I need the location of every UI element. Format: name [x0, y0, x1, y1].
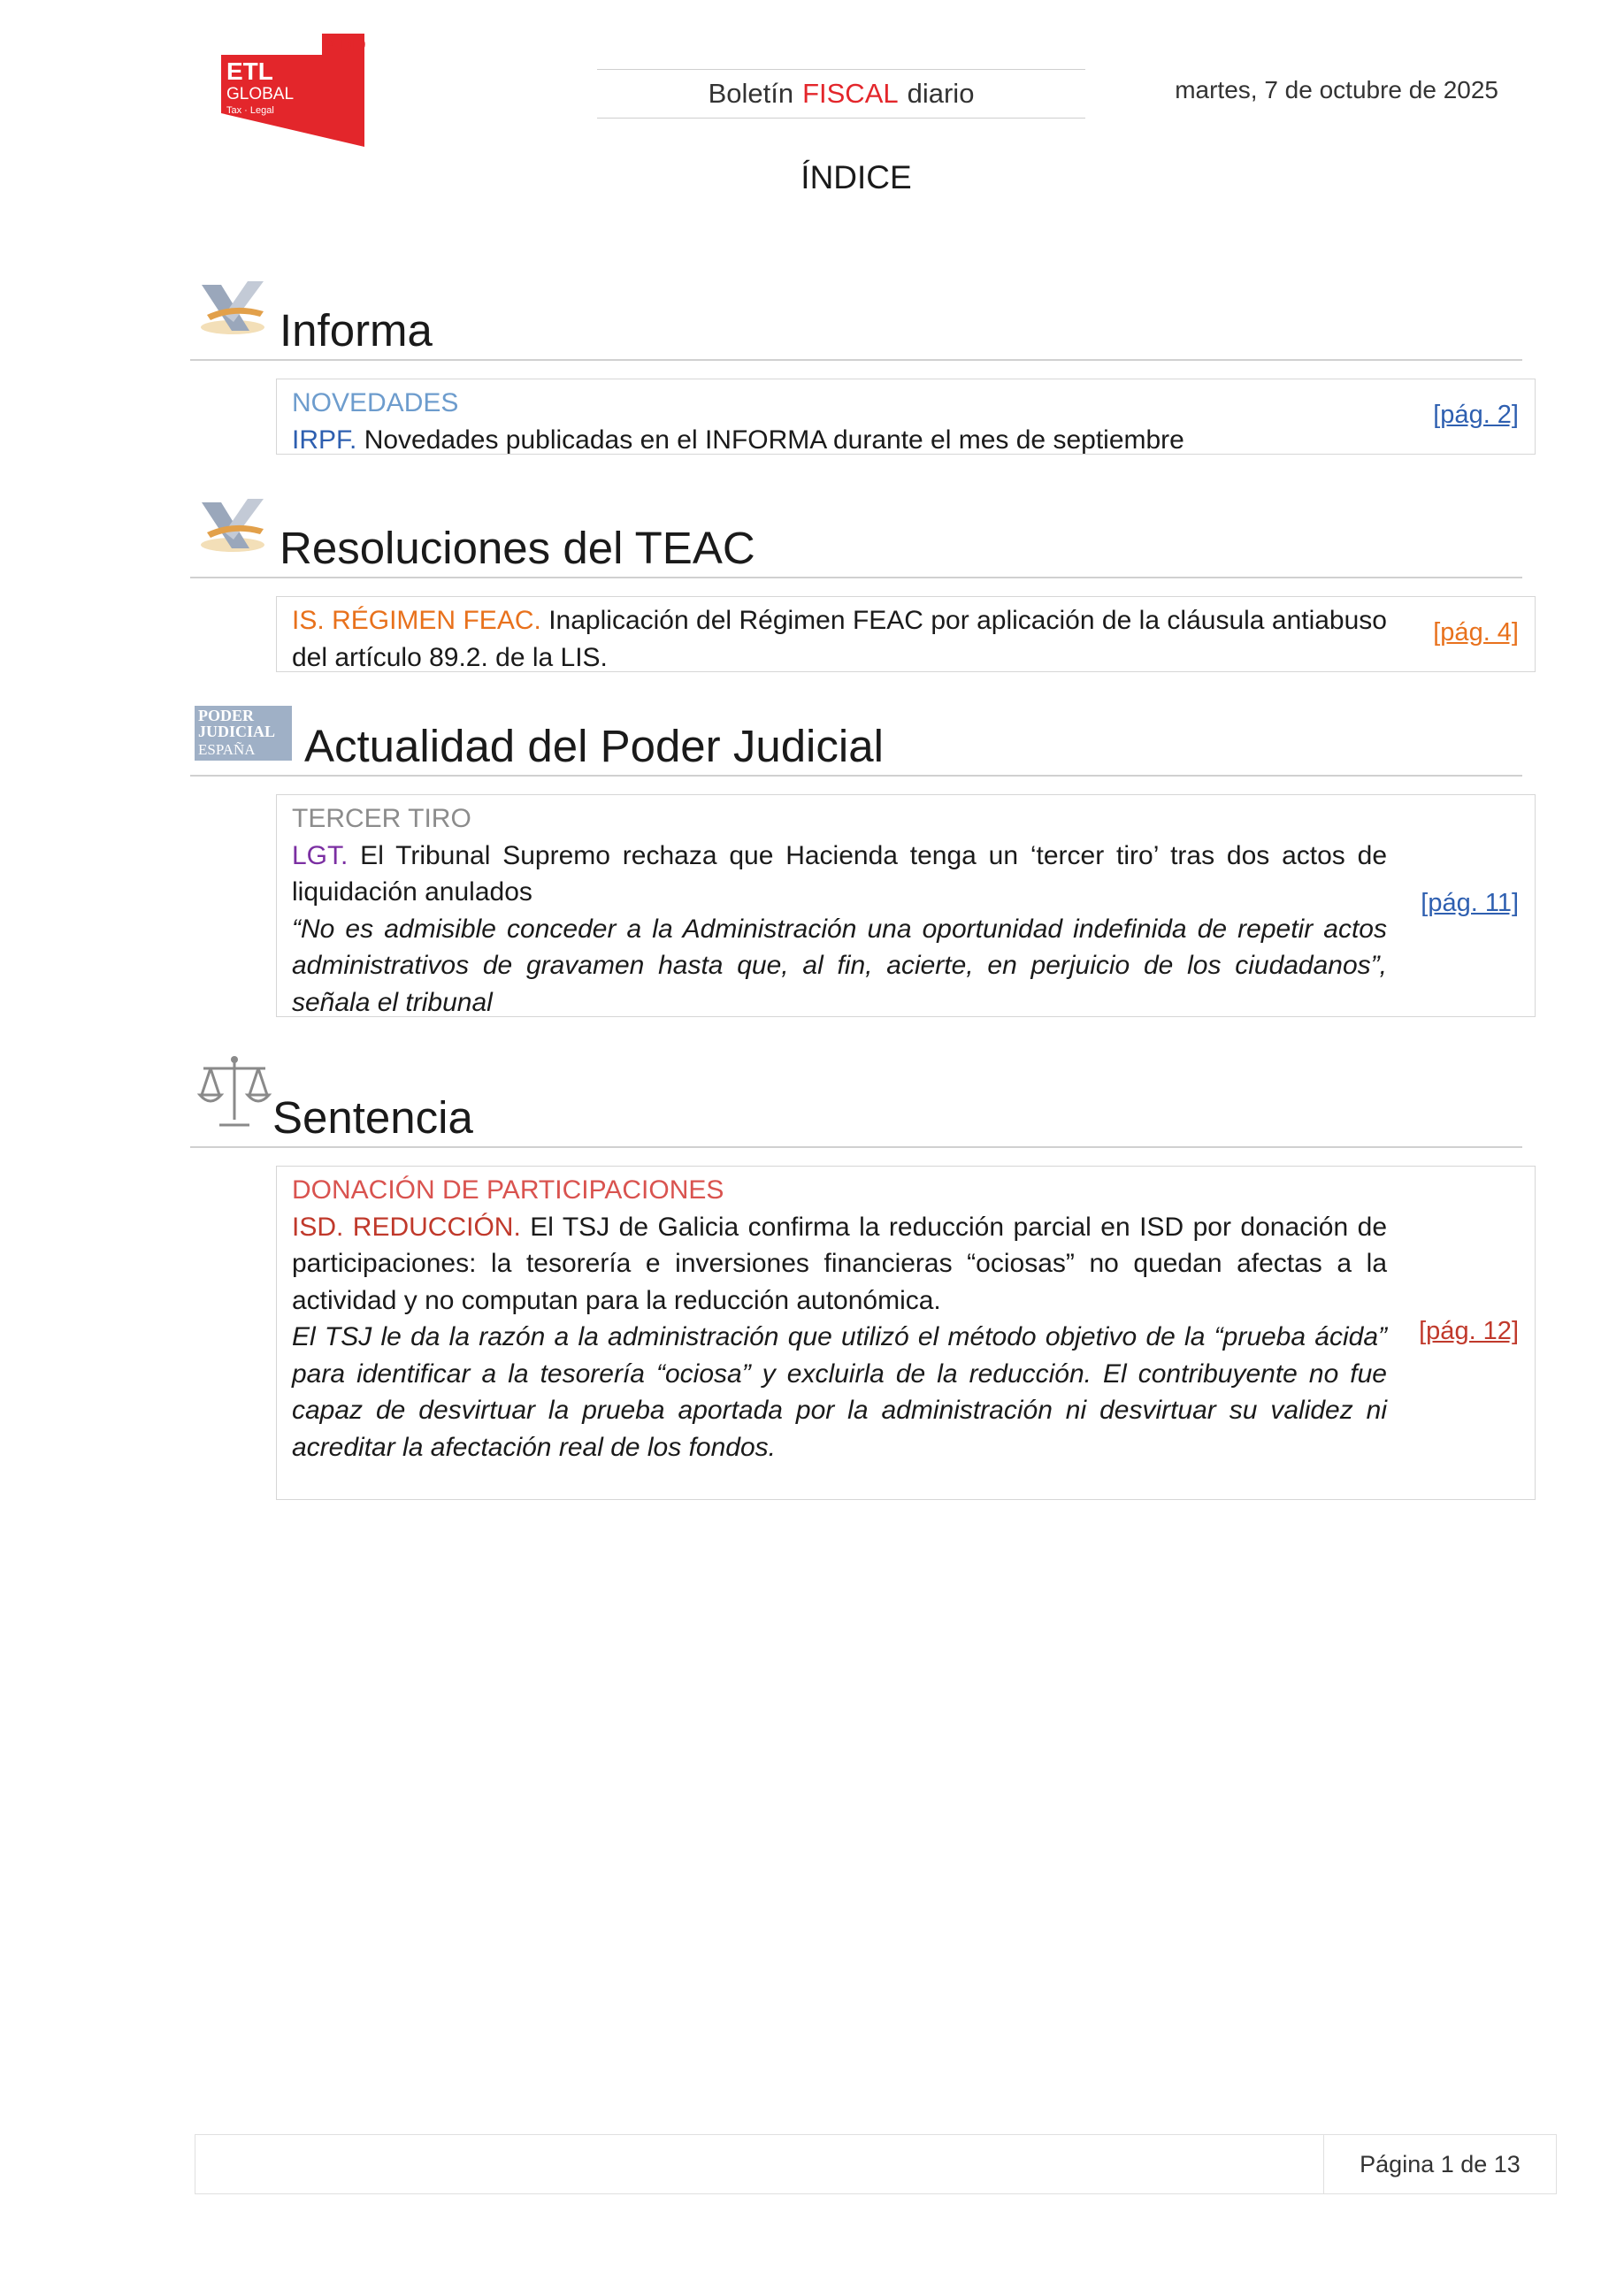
etl-global-logo: [209, 34, 386, 147]
page-reference-link[interactable]: [pág. 4]: [1433, 618, 1519, 647]
poder-judicial-logo-line1: PODER: [198, 707, 254, 724]
section-title-poder-judicial: Actualidad del Poder Judicial: [304, 721, 884, 771]
entry-text: Inaplicación del Régimen FEAC por aplicación de la cláusula antiabuso del artículo 89.2. de la LIS.: [292, 606, 1387, 672]
aeat-logo-icon: [195, 494, 271, 573]
bulletin-title-highlight: FISCAL: [802, 78, 899, 109]
poder-judicial-logo-line3: ESPAÑA: [198, 741, 256, 758]
entry-text: Novedades publicadas en el INFORMA durante el mes de septiembre: [356, 425, 1184, 455]
svg-text:ADD: ADD: [324, 34, 366, 56]
entry-body: [292, 602, 1387, 676]
poder-judicial-logo-line2: JUDICIAL: [198, 723, 276, 740]
index-title: ÍNDICE: [801, 159, 912, 195]
entry-category: TERCER TIRO: [292, 804, 471, 833]
section-divider: [190, 1146, 1522, 1148]
entry-body: [292, 800, 1387, 1021]
bulletin-title-suffix: diario: [907, 78, 975, 109]
entry-text: El TSJ de Galicia confirma la reducción parcial en ISD por donación de participaciones: la tesorería e inversiones financieras “ociosas” no quedan afectas a la actividad y no computan para la reducción autonómica.: [292, 1212, 1388, 1315]
aeat-logo-icon: [195, 276, 271, 356]
svg-text:ETL: ETL: [226, 57, 273, 85]
page-reference-link[interactable]: [pág. 11]: [1421, 889, 1519, 917]
section-title-teac: Resoluciones del TEAC: [280, 523, 755, 573]
page-reference-link[interactable]: [pág. 12]: [1419, 1317, 1519, 1345]
index-entry-sentencia[interactable]: [276, 1166, 1536, 1500]
section-divider: [190, 359, 1522, 361]
svg-text:Tax · Legal: Tax · Legal: [226, 105, 274, 116]
entry-tag: ISD. REDUCCIÓN.: [292, 1212, 521, 1242]
entry-tag: IRPF.: [292, 425, 357, 455]
entry-tag: LGT.: [292, 840, 349, 870]
section-divider: [190, 577, 1522, 578]
section-title-informa: Informa: [280, 305, 433, 356]
entry-quote: El TSJ le da la razón a la administración que utilizó el método objetivo de la “prueba ácida” para identificar a la tesorería “ociosa” y excluirla de la reducción. El contribuyente no fue capaz de desvirtuar la prueba aportada por la administración ni desvirtuar su validez ni acreditar la afectación real de los fondos.: [292, 1322, 1387, 1462]
entry-tag: IS. RÉGIMEN FEAC.: [292, 606, 541, 635]
index-entry-teac[interactable]: [276, 596, 1536, 672]
entry-quote: “No es admisible conceder a la Administración una oportunidad indefinida de repetir actos administrativos de gravamen hasta que, al fin, acierte, en perjuicio de los ciudadanos”, señala el tribunal: [292, 914, 1387, 1017]
entry-text: El Tribunal Supremo rechaza que Hacienda tenga un ‘tercer tiro’ tras dos actos de liquidación anulados: [292, 840, 1387, 907]
index-entry-informa[interactable]: [276, 379, 1536, 455]
bulletin-date: martes, 7 de octubre de 2025: [1175, 76, 1498, 103]
entry-body: [292, 385, 1387, 458]
index-entry-poder-judicial[interactable]: [276, 794, 1536, 1017]
poder-judicial-logo-icon: [195, 706, 292, 761]
section-title-sentencia: Sentencia: [272, 1092, 473, 1143]
page-reference-link[interactable]: [pág. 2]: [1433, 401, 1519, 429]
section-divider: [190, 775, 1522, 777]
svg-text:GLOBAL: GLOBAL: [226, 85, 295, 103]
entry-category: NOVEDADES: [292, 388, 459, 417]
entry-category: DONACIÓN DE PARTICIPACIONES: [292, 1175, 724, 1205]
bulletin-title: [597, 69, 1085, 119]
scales-of-justice-icon: [196, 1054, 272, 1134]
page-number: Página 1 de 13: [1360, 2150, 1521, 2177]
entry-body: [292, 1172, 1387, 1466]
bulletin-title-prefix: Boletín: [708, 78, 794, 109]
